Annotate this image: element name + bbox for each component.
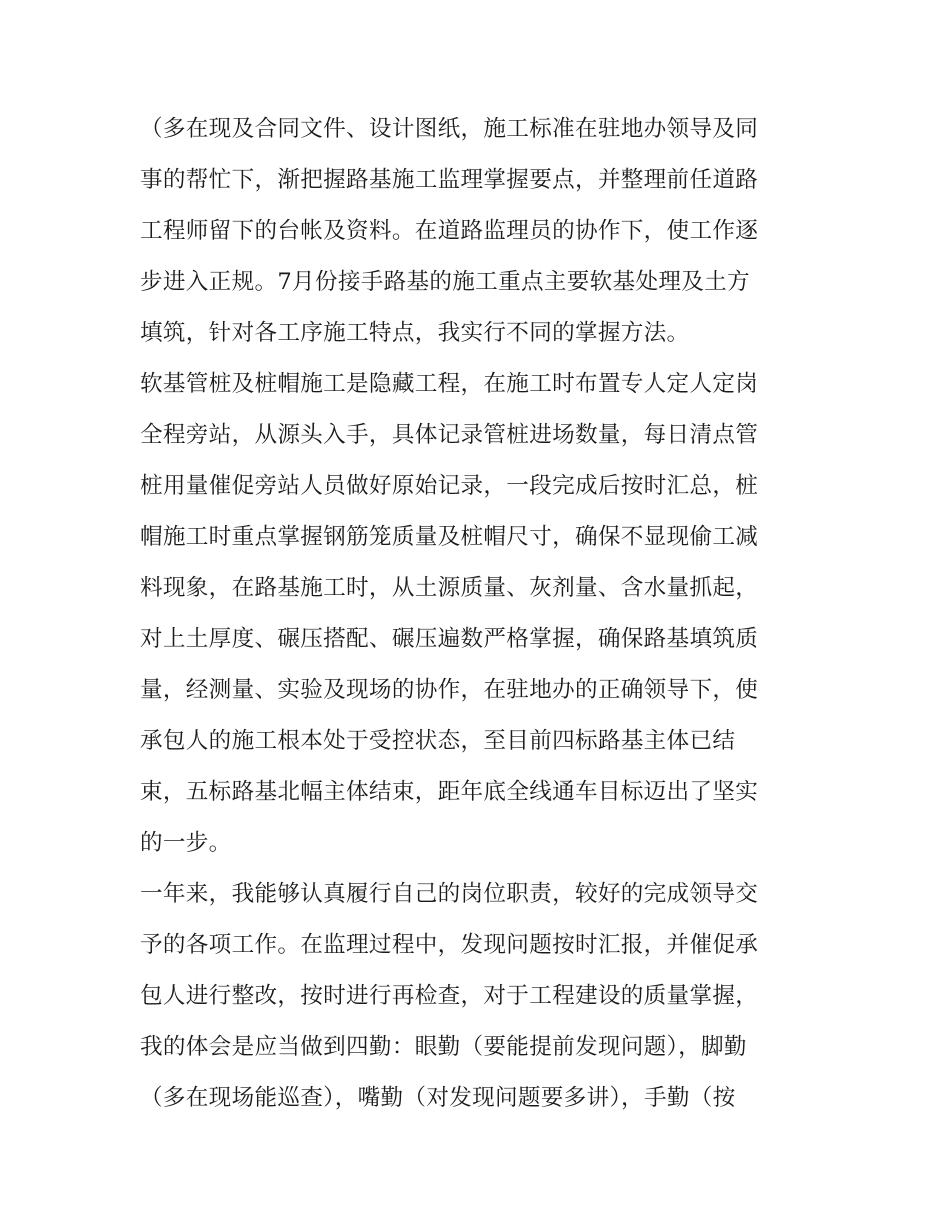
text-line: 料现象，在路基施工时，从土源质量、灰剂量、含水量抓起， bbox=[140, 575, 759, 601]
text-line: 予的各项工作。在监理过程中，发现问题按时汇报，并催促承 bbox=[140, 932, 759, 958]
text-line: 对上土厚度、碾压搭配、碾压遍数严格掌握，确保路基填筑质 bbox=[140, 626, 759, 652]
text-line: 全程旁站，从源头入手，具体记录管桩进场数量，每日清点管 bbox=[140, 422, 759, 448]
text-line: 步进入正规。7月份接手路基的施工重点主要软基处理及土方 bbox=[140, 269, 750, 295]
text-line: 量，经测量、实验及现场的协作，在驻地办的正确领导下，使 bbox=[140, 677, 759, 703]
text-line: 我的体会是应当做到四勤：眼勤（要能提前发现问题），脚勤 bbox=[140, 1034, 747, 1060]
text-line: 工程师留下的台帐及资料。在道路监理员的协作下，使工作逐 bbox=[140, 218, 759, 244]
text-line: 的一步。 bbox=[140, 830, 232, 856]
text-line: 包人进行整改，按时进行再检查，对于工程建设的质量掌握， bbox=[140, 983, 759, 1009]
text-line: 软基管桩及桩帽施工是隐藏工程，在施工时布置专人定人定岗 bbox=[140, 371, 759, 397]
text-line: 桩用量催促旁站人员做好原始记录，一段完成后按时汇总，桩 bbox=[140, 473, 759, 499]
text-line: 事的帮忙下，渐把握路基施工监理掌握要点，并整理前任道路 bbox=[140, 167, 759, 193]
text-line: 一年来，我能够认真履行自己的岗位职责，较好的完成领导交 bbox=[140, 881, 759, 907]
text-line: 帽施工时重点掌握钢筋笼质量及桩帽尺寸，确保不显现偷工减 bbox=[140, 524, 759, 550]
text-line: （多在现场能巡查），嘴勤（对发现问题要多讲），手勤（按 bbox=[140, 1085, 736, 1111]
text-line: 填筑，针对各工序施工特点，我实行不同的掌握方法。 bbox=[140, 320, 690, 346]
document-body bbox=[140, 104, 812, 1124]
text-line: 束，五标路基北幅主体结束，距年底全线通车目标迈出了坚实 bbox=[140, 779, 759, 805]
text-line: 承包人的施工根本处于受控状态，至目前四标路基主体已结 bbox=[140, 728, 736, 754]
text-line: （多在现及合同文件、设计图纸，施工标准在驻地办领导及同 bbox=[140, 116, 759, 142]
